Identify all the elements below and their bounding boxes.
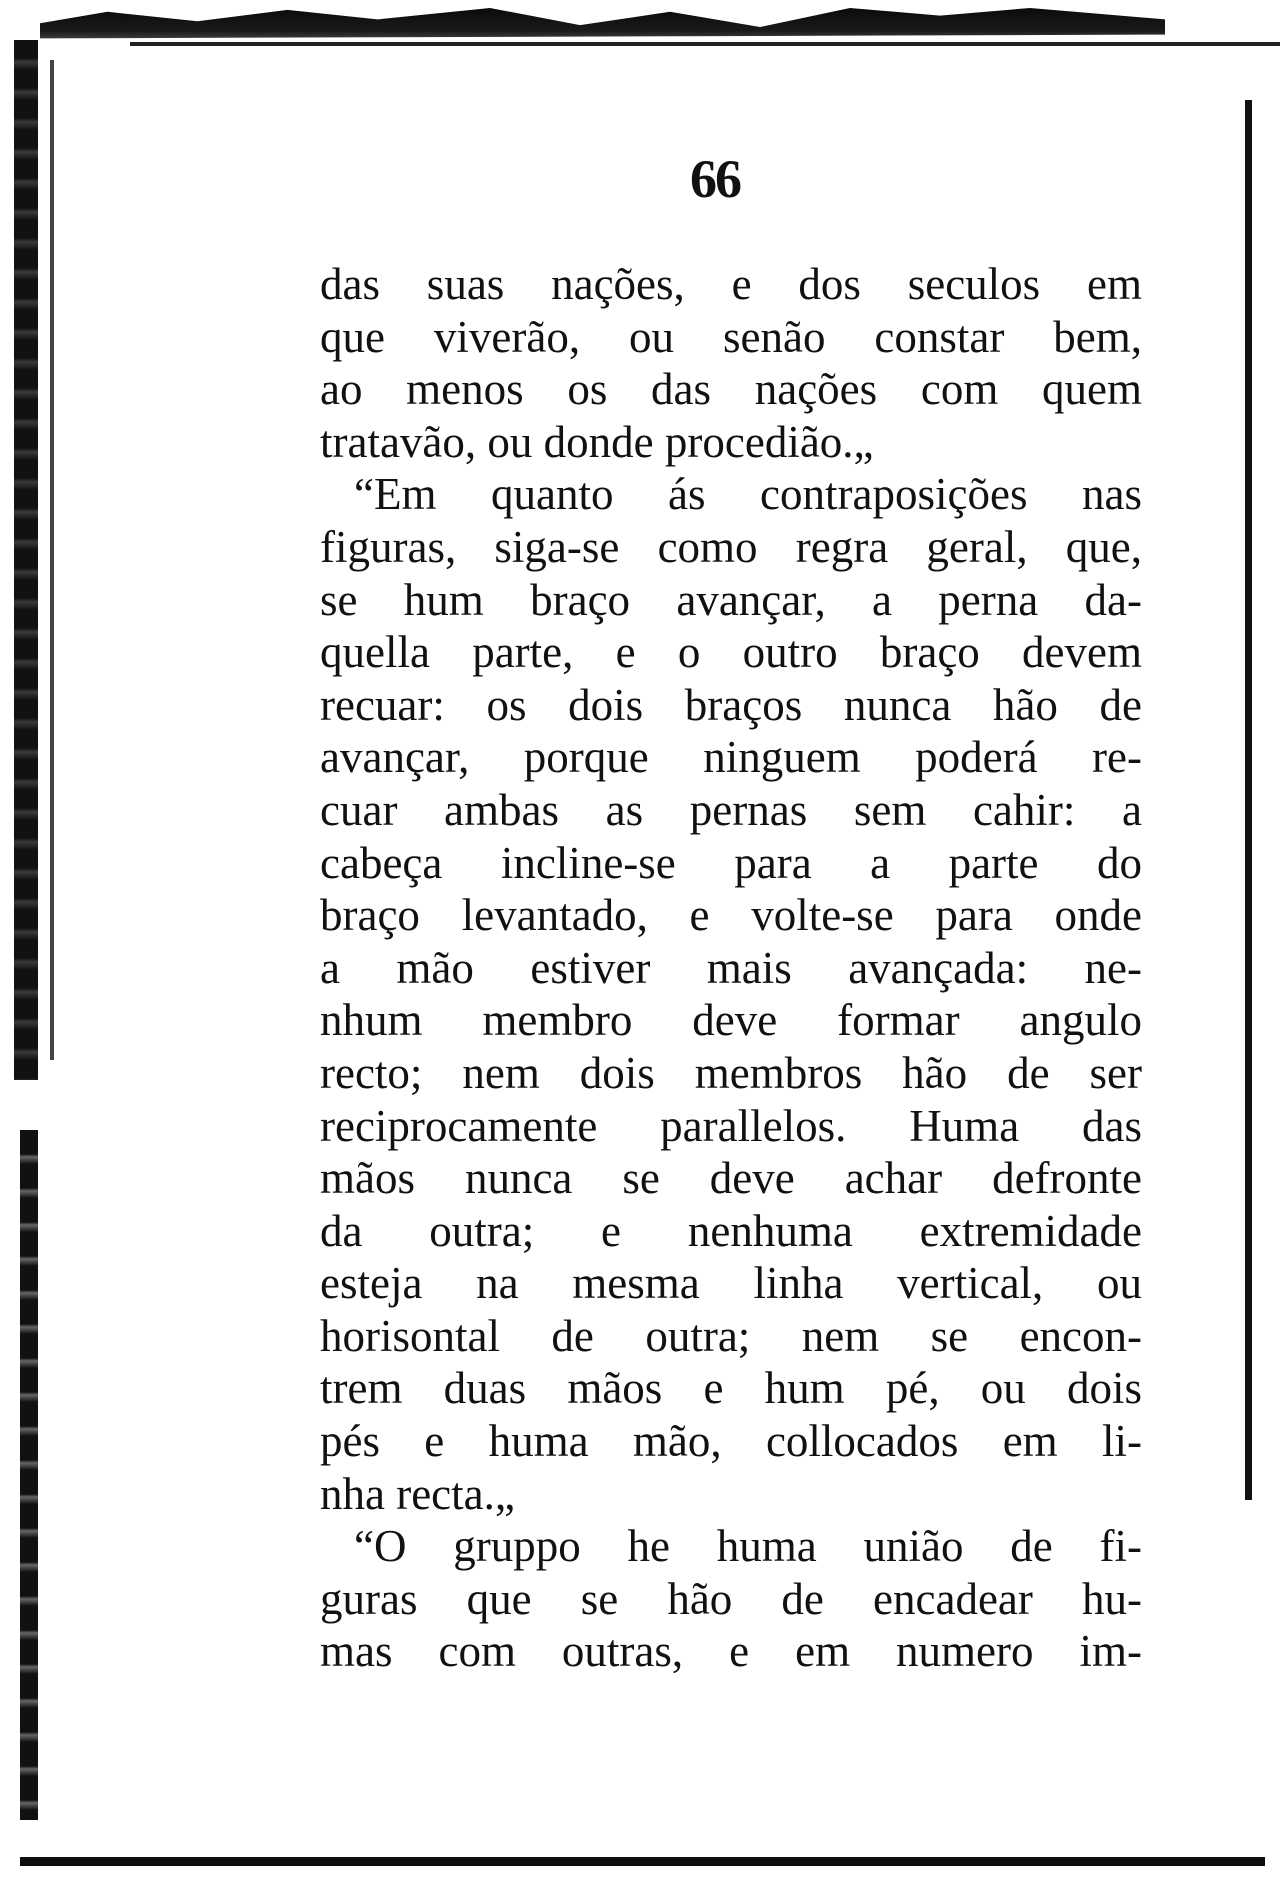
text-line: nha recta.„ (320, 1468, 515, 1519)
scan-border-bottom (20, 1857, 1265, 1866)
text-line: braço levantado, e volte-se para onde (320, 890, 1142, 941)
text-line: a mão estiver mais avançada: ne- (320, 942, 1142, 993)
text-line: pés e huma mão, collocados em li- (320, 1416, 1142, 1467)
text-line: guras que se hão de encadear hu- (320, 1573, 1142, 1624)
text-line: mãos nunca se deve achar defronte (320, 1153, 1142, 1204)
text-line: “Em quanto ás contraposições nas (354, 469, 1142, 520)
text-line: horisontal de outra; nem se encon- (320, 1310, 1142, 1361)
text-line: figuras, siga-se como regra geral, que, (320, 521, 1142, 572)
text-line: quella parte, e o outro braço devem (320, 627, 1142, 678)
text-line: ao menos os das nações com quem (320, 364, 1142, 415)
text-line: nhum membro deve formar angulo (320, 995, 1142, 1046)
body-text (320, 258, 1142, 1678)
text-line: esteja na mesma linha vertical, ou (320, 1258, 1142, 1309)
text-line: avançar, porque ninguem poderá re- (320, 732, 1142, 783)
text-line: cabeça incline-se para a parte do (320, 837, 1142, 888)
text-line: mas com outras, e em numero im- (320, 1626, 1142, 1677)
text-line: trem duas mãos e hum pé, ou dois (320, 1363, 1142, 1414)
scan-gutter-line (50, 60, 54, 1060)
text-line: que viverão, ou senão constar bem, (320, 311, 1142, 362)
text-line: recuar: os dois braços nunca hão de (320, 679, 1142, 730)
text-line: tratavão, ou donde procedião.„ (320, 416, 874, 467)
text-line: cuar ambas as pernas sem cahir: a (320, 784, 1142, 835)
text-line: reciprocamente parallelos. Huma das (320, 1100, 1142, 1151)
text-line: das suas nações, e dos seculos em (320, 259, 1142, 309)
scan-border-top-line (130, 42, 1280, 46)
page-number: 66 (690, 149, 740, 209)
scan-border-right (1245, 100, 1252, 1500)
text-line: “O gruppo he huma união de fi- (354, 1521, 1142, 1572)
text-line: se hum braço avançar, a perna da- (320, 574, 1142, 625)
scan-border-left (14, 40, 38, 1080)
text-line: recto; nem dois membros hão de ser (320, 1047, 1142, 1098)
scan-border-left-lower (20, 1130, 38, 1820)
text-line: da outra; e nenhuma extremidade (320, 1205, 1142, 1256)
scan-border-top (40, 8, 1165, 46)
